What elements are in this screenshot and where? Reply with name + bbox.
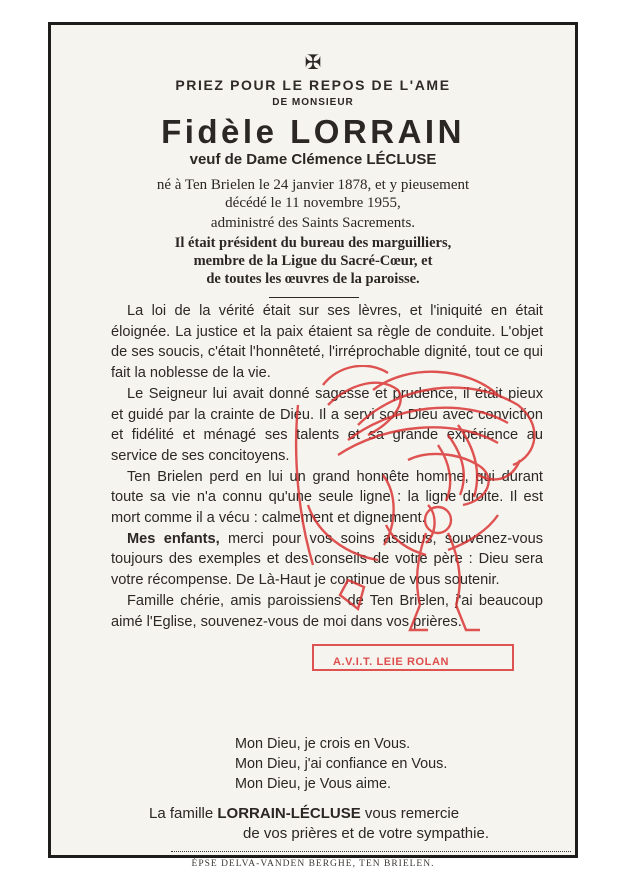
paragraph-family: Famille chérie, amis paroissiens de Ten Brielen, j'ai beaucoup aimé l'Eglise, souvenez-vous de moi dans vos prières. — [111, 592, 543, 630]
children-message: merci pour vos soins assidus, souvenez-vous toujours des exemples et des conseils de votre père : Dieu sera votre récompense. De Là-Haut je continue de vous soutenir. — [111, 530, 543, 589]
honorific: DE MONSIEUR — [272, 97, 354, 108]
prayer-list — [235, 734, 447, 794]
dotted-divider — [171, 851, 571, 852]
bowman-stamp-icon — [288, 365, 558, 695]
role-line-1: Il était président du bureau des marguilliers, — [174, 235, 452, 251]
printer-credit: ÉPSE DELVA-VANDEN BERGHE, TEN BRIELEN. — [191, 859, 435, 869]
widower-line: veuf de Dame Clémence LÉCLUSE — [189, 151, 437, 168]
role-line-3: de toutes les œuvres de la paroisse. — [206, 271, 420, 287]
prayer-line: Mon Dieu, je crois en Vous. — [235, 736, 411, 752]
role-line-2: membre de la Ligue du Sacré-Cœur, et — [193, 253, 433, 269]
death-line: décédé le 11 novembre 1955, — [225, 195, 401, 211]
divider — [269, 297, 359, 298]
family-thanks: La famille LORRAIN-LÉCLUSE vous remercie — [149, 805, 460, 822]
family-name: LORRAIN-LÉCLUSE — [217, 805, 361, 822]
cross-icon: ✠ — [304, 52, 322, 74]
birth-line: né à Ten Brielen le 24 janvier 1878, et y pieusement — [156, 177, 470, 193]
paragraph-virtue: La loi de la vérité était sur ses lèvres, et l'iniquité en était éloignée. La justice et la paix étaient sa règle de conduite. L'objet de ses soucis, c'était l'honnêteté, l'irréprochable dignité, tout ce qui fait la noblesse de la vie. — [111, 303, 543, 382]
deceased-name: Fidèle LORRAIN — [161, 113, 465, 150]
paragraph-village: Ten Brielen perd en lui un grand honnête homme, qui durant toute sa vie n'a connu qu'une seule ligne : la ligne droite. Il est mort comme il a vécu : calmement et dignement. — [111, 468, 543, 527]
prayer-line: Mon Dieu, j'ai confiance en Vous. — [235, 756, 448, 772]
prayer-line: Mon Dieu, je Vous aime. — [235, 776, 391, 792]
prayer-heading: PRIEZ POUR LE REPOS DE L'AME — [175, 77, 451, 93]
family-thanks-line2: de vos prières et de votre sympathie. — [243, 825, 489, 842]
sacraments-line: administré des Saints Sacrements. — [210, 215, 416, 231]
paragraph-wisdom: Le Seigneur lui avait donné sagesse et prudence, il était pieux et guidé par la crainte de Dieu. Il a servi son Dieu avec conviction et fidélité et ménagé ses talents et sa grande expérience au service de ses concitoyens. — [111, 385, 543, 464]
children-address: Mes enfants, — [127, 530, 220, 547]
stamp-caption: A.V.I.T. LEIE ROLAN — [332, 656, 450, 668]
